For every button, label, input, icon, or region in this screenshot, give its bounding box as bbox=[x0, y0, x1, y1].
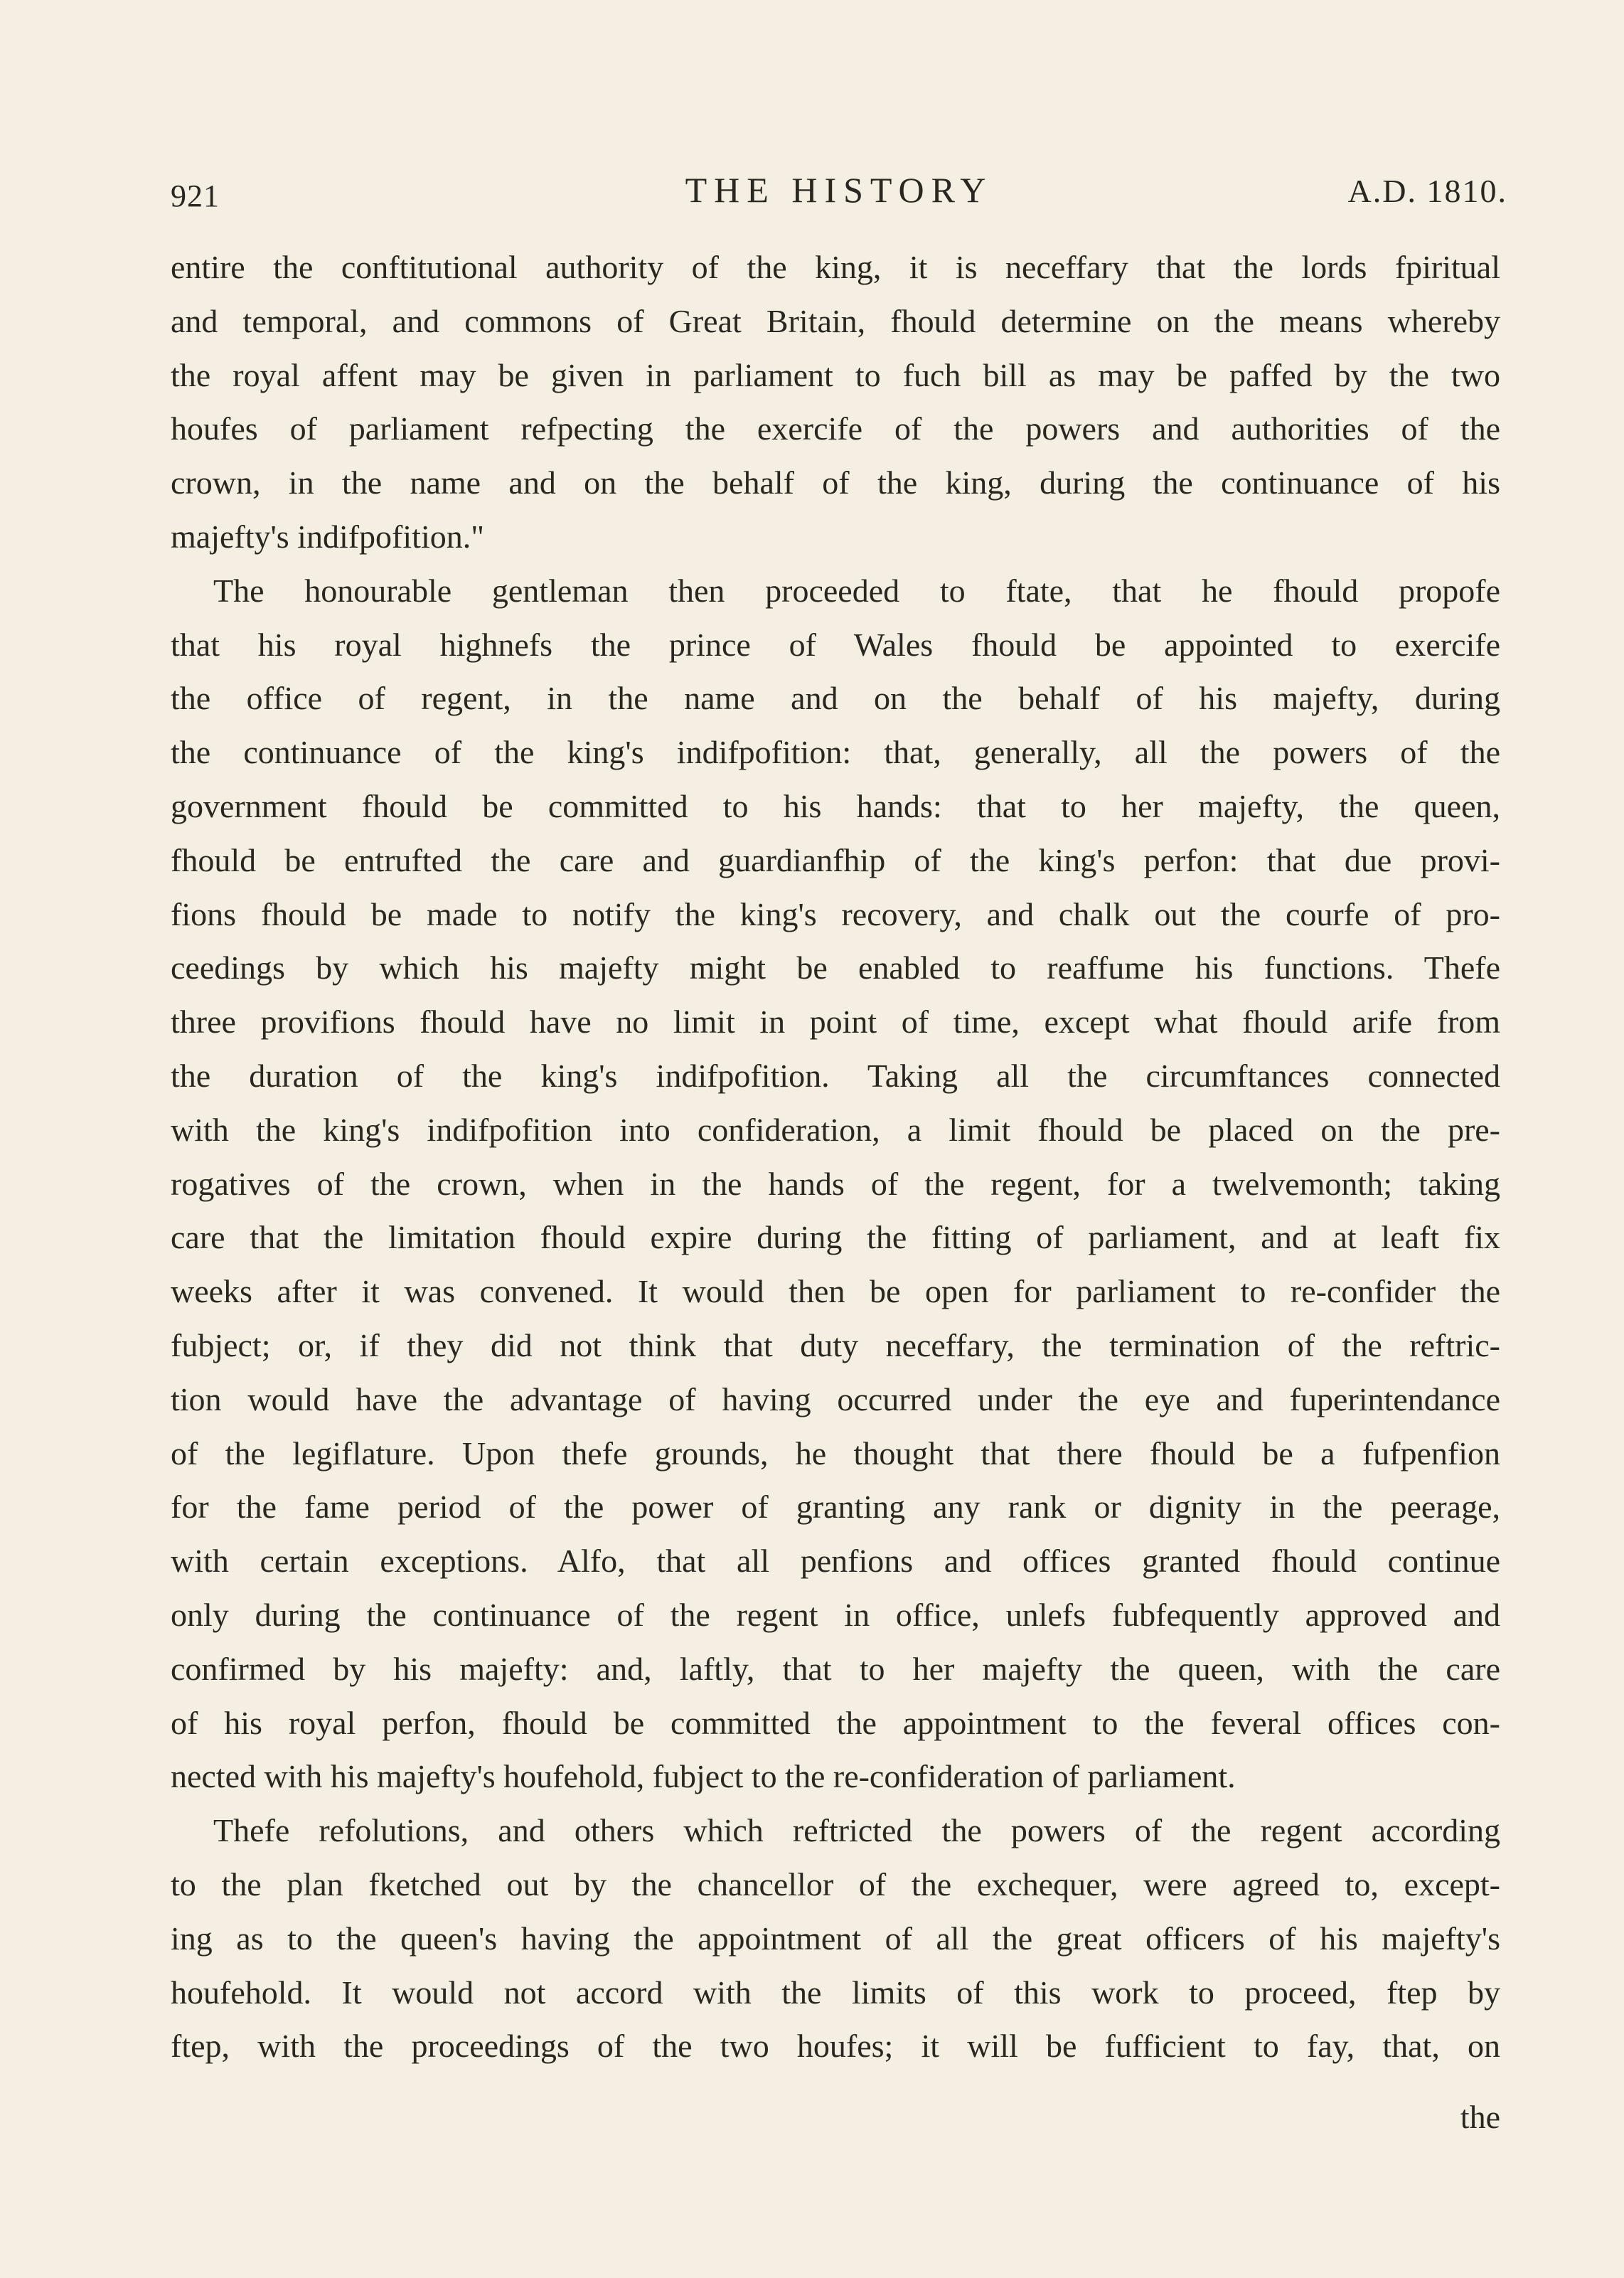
text-line: ceedings by which his majefty might be enabled to reaffume his functions. Thefe bbox=[171, 949, 1500, 986]
text-line: fhould be entrufted the care and guardianfhip of the king's perfon: that due provi- bbox=[171, 841, 1500, 878]
text-line: care that the limitation fhould expire during the fitting of parliament, and at leaft fix bbox=[171, 1219, 1500, 1256]
text-line: weeks after it was convened. It would then be open for parliament to re-confider the bbox=[171, 1273, 1500, 1310]
text-line: fions fhould be made to notify the king's recovery, and chalk out the courfe of pro- bbox=[171, 895, 1500, 932]
text-line: confirmed by his majefty: and, laftly, that to her majefty the queen, with the care bbox=[171, 1650, 1500, 1687]
text-line: fubject; or, if they did not think that duty neceffary, the termination of the reftric- bbox=[171, 1326, 1500, 1363]
page-number: 921 bbox=[171, 179, 220, 213]
text-line: entire the conftitutional authority of the king, it is neceffary that the lords fpiritual bbox=[171, 249, 1500, 285]
catchword: the bbox=[1460, 2099, 1500, 2135]
text-line: of the legiflature. Upon thefe grounds, he thought that there fhould be a fufpenfion bbox=[171, 1435, 1500, 1471]
text-line: the office of regent, in the name and on the behalf of his majefty, during bbox=[171, 680, 1500, 717]
text-line: tion would have the advantage of having occurred under the eye and fuperintendance bbox=[171, 1380, 1500, 1417]
text-line: houfes of parliament refpecting the exercife of the powers and authorities of the bbox=[171, 410, 1500, 447]
text-line: rogatives of the crown, when in the hands of the regent, for a twelvemonth; taking bbox=[171, 1165, 1500, 1202]
text-line: ftep, with the proceedings of the two houfes; it will be fufficient to fay, that, on bbox=[171, 2028, 1500, 2065]
text-line: crown, in the name and on the behalf of the king, during the continuance of his bbox=[171, 464, 1500, 501]
text-line: three provifions fhould have no limit in point of time, except what fhould arife from bbox=[171, 1004, 1500, 1040]
text-line: the continuance of the king's indifpofition: that, generally, all the powers of the bbox=[171, 734, 1500, 771]
text-line: majefty's indifpofition." bbox=[171, 518, 484, 555]
text-line: the royal affent may be given in parliament to fuch bill as may be paffed by the two bbox=[171, 356, 1500, 393]
text-line: only during the continuance of the regent in office, unlefs fubfequently approved and bbox=[171, 1596, 1500, 1633]
body-text bbox=[171, 240, 1500, 2073]
paragraph-start-line: The honourable gentleman then proceeded to ftate, that he fhould propofe bbox=[213, 572, 1500, 609]
text-line: to the plan fketched out by the chancellor of the exchequer, were agreed to, except- bbox=[171, 1865, 1500, 1902]
text-line: nected with his majefty's houfehold, fubject to the re-confideration of parliament. bbox=[171, 1758, 1236, 1795]
paragraph-start-line: Thefe refolutions, and others which reftricted the powers of the regent according bbox=[213, 1812, 1500, 1849]
text-line: and temporal, and commons of Great Britain, fhould determine on the means whereby bbox=[171, 302, 1500, 339]
text-line: that his royal highnefs the prince of Wales fhould be appointed to exercife bbox=[171, 626, 1500, 663]
text-line: government fhould be committed to his hands: that to her majefty, the queen, bbox=[171, 787, 1500, 824]
running-title: THE HISTORY bbox=[685, 170, 993, 210]
text-line: with the king's indifpofition into confideration, a limit fhould be placed on the pre- bbox=[171, 1111, 1500, 1148]
text-line: the duration of the king's indifpofition. Taking all the circumftances connected bbox=[171, 1057, 1500, 1094]
text-line: with certain exceptions. Alfo, that all penfions and offices granted fhould continue bbox=[171, 1543, 1500, 1580]
text-line: for the fame period of the power of granting any rank or dignity in the peerage, bbox=[171, 1489, 1500, 1526]
text-line: houfehold. It would not accord with the limits of this work to proceed, ftep by bbox=[171, 1974, 1500, 2011]
year-heading: A.D. 1810. bbox=[1347, 173, 1507, 209]
text-line: of his royal perfon, fhould be committed the appointment to the feveral offices con- bbox=[171, 1704, 1500, 1741]
text-line: ing as to the queen's having the appointment of all the great officers of his majefty's bbox=[171, 1920, 1500, 1957]
running-header bbox=[171, 169, 1507, 226]
